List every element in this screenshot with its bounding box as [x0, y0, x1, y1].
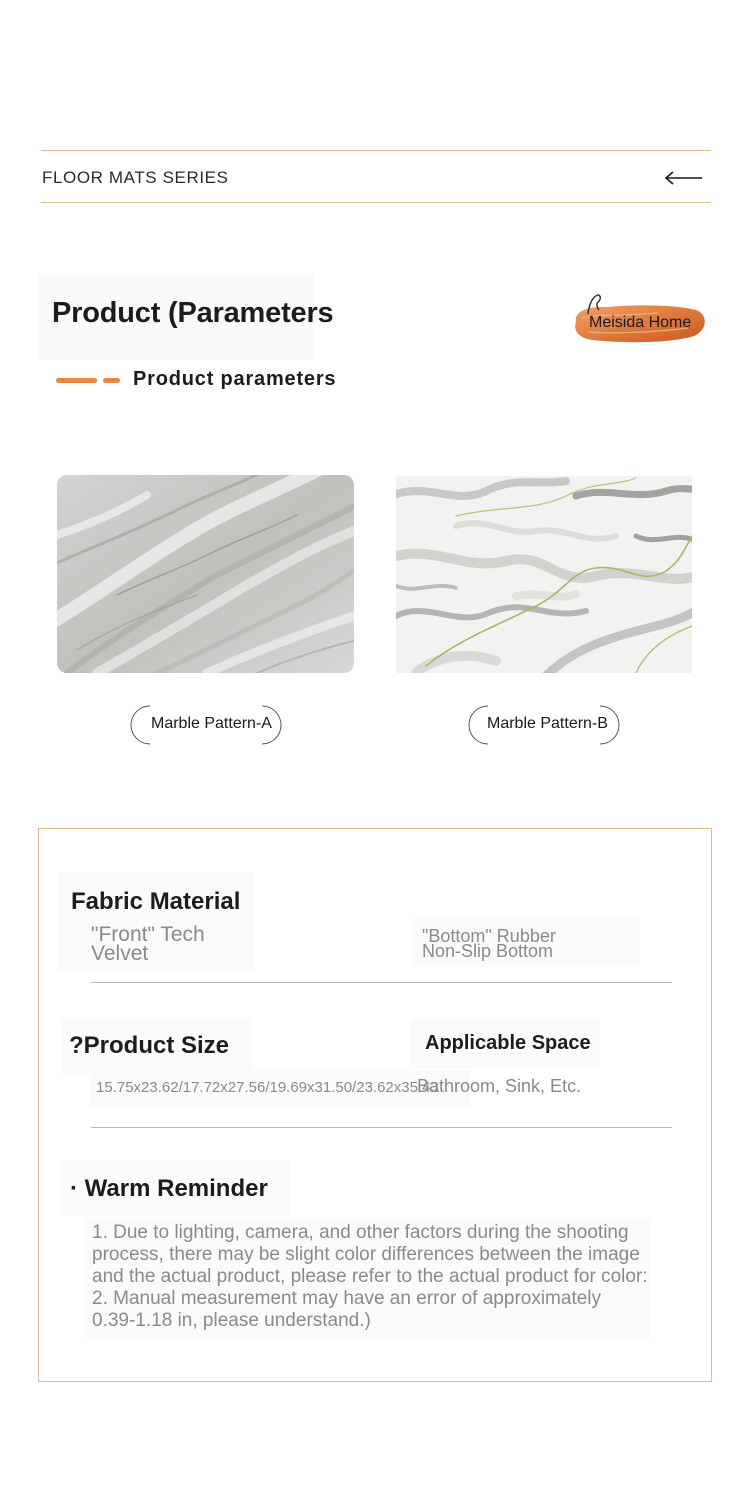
accent-dash-short	[103, 378, 120, 383]
marble-pattern-a-image	[57, 475, 354, 673]
warm-reminder-label: · Warm Reminder	[70, 1175, 268, 1202]
series-bottom-divider	[41, 202, 711, 203]
fabric-material-label: Fabric Material	[71, 888, 241, 915]
warm-reminder-text: 1. Due to lighting, camera, and other factors during the shooting process, there may be slight color differences between the image and the actual product, please refer to the actual product for color: 2. Manual measurement may have an error of approximately 0.39-1.18 in, please understand.)	[92, 1222, 648, 1331]
pattern-a-label: Marble Pattern-A	[151, 715, 272, 732]
section-subtitle: Product parameters	[133, 368, 337, 390]
fabric-front-value: "Front" Tech Velvet	[91, 923, 205, 965]
applicable-space-label: Applicable Space	[425, 1032, 591, 1054]
divider-1	[91, 982, 672, 983]
pattern-b-label: Marble Pattern-B	[487, 715, 608, 732]
brand-name: Meisida Home	[589, 314, 692, 331]
marble-pattern-b-image	[396, 476, 692, 673]
product-size-value: 15.75x23.62/17.72x27.56/19.69x31.50/23.62x35.43	[96, 1079, 439, 1096]
series-top-divider	[41, 150, 711, 151]
applicable-space-value: Bathroom, Sink, Etc.	[417, 1076, 582, 1096]
pattern-b-label-tag[interactable]	[468, 704, 620, 744]
accent-dash-long	[56, 378, 97, 383]
fabric-bottom-value: "Bottom" Rubber Non-Slip Bottom	[422, 926, 556, 961]
series-title: FLOOR MATS SERIES	[42, 168, 229, 187]
product-size-label: ?Product Size	[69, 1032, 230, 1059]
page-title: Product (Parameters	[52, 297, 334, 329]
left-arrow-icon[interactable]	[663, 168, 703, 188]
divider-2	[91, 1127, 672, 1128]
pattern-a-label-tag[interactable]	[130, 704, 282, 744]
